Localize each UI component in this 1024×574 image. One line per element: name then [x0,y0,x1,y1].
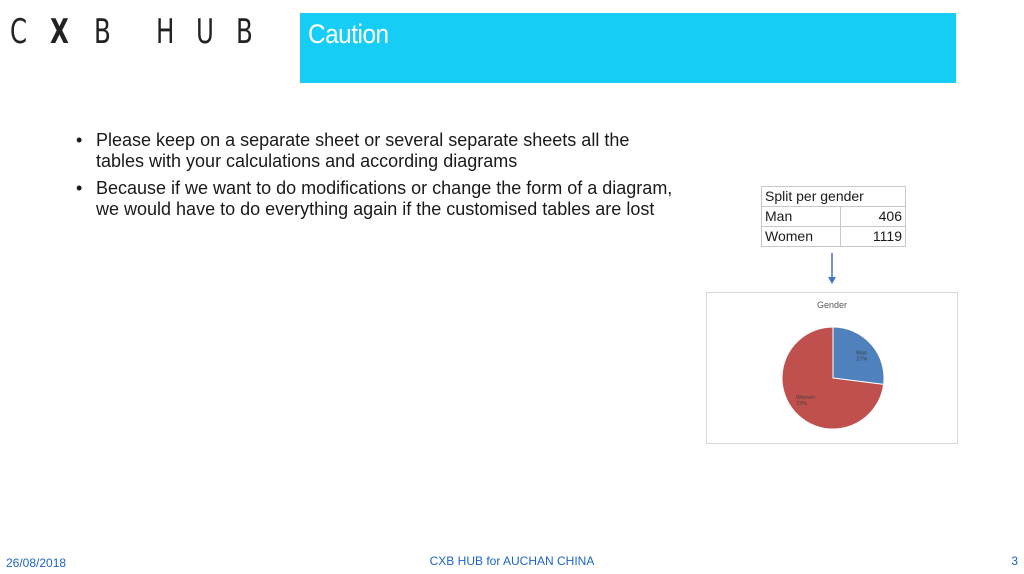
pie-data-label: Man 27% [856,350,868,363]
pie-chart-svg [707,293,957,443]
table-row [762,227,906,247]
gender-split-table [761,186,906,247]
gender-pie-chart [706,292,958,444]
footer-date: 26/08/2018 [6,556,67,570]
table-cell-value: 1119 [841,227,906,247]
table-cell-label: Women [762,227,841,247]
table-header: Split per gender [762,187,906,207]
bullet-item: • Please keep on a separate sheet or several separate sheets all the tables with your calculations and according diagrams [76,130,676,172]
slide-title-bar [300,13,956,83]
table-cell-value: 406 [841,207,906,227]
table-cell-label: Man [762,207,841,227]
table-row [762,187,906,207]
table-row [762,207,906,227]
bullet-item: • Because if we want to do modifications or change the form of a diagram, we would have to do everything again if the customised tables are lost [76,178,676,220]
page-number: 3 [1011,554,1018,568]
slide-title: Caution [308,19,389,49]
pie-data-label: Women 73% [796,395,815,407]
arrow-down-icon [826,253,838,285]
footer-center-text: CXB HUB for AUCHAN CHINA [429,554,595,568]
bullet-list [76,130,676,226]
chart-title: Gender [816,300,848,310]
